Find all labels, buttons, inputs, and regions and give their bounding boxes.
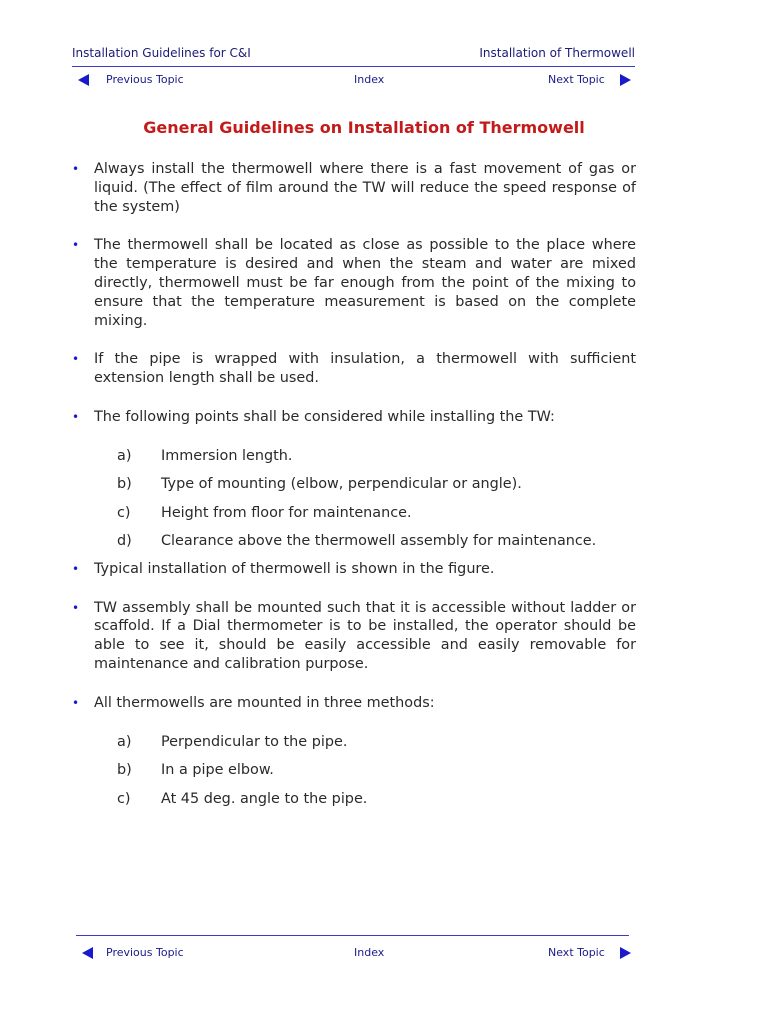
list-item: • All thermowells are mounted in three methods:	[72, 694, 636, 713]
footer-divider	[76, 935, 629, 936]
index-link[interactable]: Index	[354, 73, 385, 86]
list-item	[72, 790, 636, 819]
previous-topic-link[interactable]: Previous Topic	[106, 73, 184, 86]
item-text: Type of mounting (elbow, perpendicular or angle).	[161, 476, 522, 493]
list-item: • TW assembly shall be mounted such that it is accessible without ladder or scaffold. If a Dial thermometer is to be installed, the operator should be able to see it, should be easily accessible and easily removable for maintenance and calibration purpose.	[72, 599, 636, 674]
item-letter: a)	[117, 447, 132, 464]
item-letter: b)	[117, 762, 132, 779]
list-item	[72, 761, 636, 790]
list-item	[72, 532, 636, 561]
list-item: • If the pipe is wrapped with insulation, a thermowell with sufficient extension length shall be used.	[72, 350, 636, 388]
item-letter: b)	[117, 476, 132, 493]
header-doc-title: Installation Guidelines for C&I	[72, 46, 251, 60]
list-item: • Always install the thermowell where there is a fast movement of gas or liquid. (The effect of film around the TW will reduce the speed response of the system)	[72, 160, 636, 216]
previous-arrow-icon[interactable]	[82, 947, 93, 959]
next-arrow-icon[interactable]	[620, 947, 631, 959]
previous-topic-link[interactable]: Previous Topic	[106, 946, 184, 959]
page-title: General Guidelines on Installation of Thermowell	[143, 118, 585, 137]
list-item	[72, 733, 636, 762]
bottom-nav	[72, 944, 635, 962]
header-divider	[72, 66, 635, 67]
list-item	[72, 504, 636, 533]
item-text: Immersion length.	[161, 447, 293, 464]
item-letter: d)	[117, 533, 132, 550]
guidelines-content	[72, 160, 636, 818]
previous-arrow-icon[interactable]	[78, 74, 89, 86]
list-item	[72, 475, 636, 504]
index-link[interactable]: Index	[354, 946, 385, 959]
list-item: • Typical installation of thermowell is shown in the figure.	[72, 560, 636, 579]
list-item: • The thermowell shall be located as close as possible to the place where the temperature is desired and when the steam and water are mixed directly, thermowell must be far enough from the point of the mixing to ensure that the temperature measurement is based on the complete mixing.	[72, 236, 636, 330]
list-item	[72, 447, 636, 476]
considerations-list	[72, 447, 636, 561]
next-topic-link[interactable]: Next Topic	[548, 73, 605, 86]
item-letter: c)	[117, 790, 131, 807]
next-topic-link[interactable]: Next Topic	[548, 946, 605, 959]
header-section-title: Installation of Thermowell	[479, 46, 635, 60]
item-text: In a pipe elbow.	[161, 762, 274, 779]
item-letter: a)	[117, 733, 132, 750]
item-text: Perpendicular to the pipe.	[161, 733, 348, 750]
page-header	[72, 46, 635, 60]
top-nav	[72, 71, 635, 89]
item-text: At 45 deg. angle to the pipe.	[161, 790, 368, 807]
item-letter: c)	[117, 504, 131, 521]
item-text: Clearance above the thermowell assembly for maintenance.	[161, 533, 597, 550]
list-item: • The following points shall be considered while installing the TW:	[72, 408, 636, 427]
next-arrow-icon[interactable]	[620, 74, 631, 86]
methods-list	[72, 733, 636, 819]
item-text: Height from floor for maintenance.	[161, 504, 412, 521]
